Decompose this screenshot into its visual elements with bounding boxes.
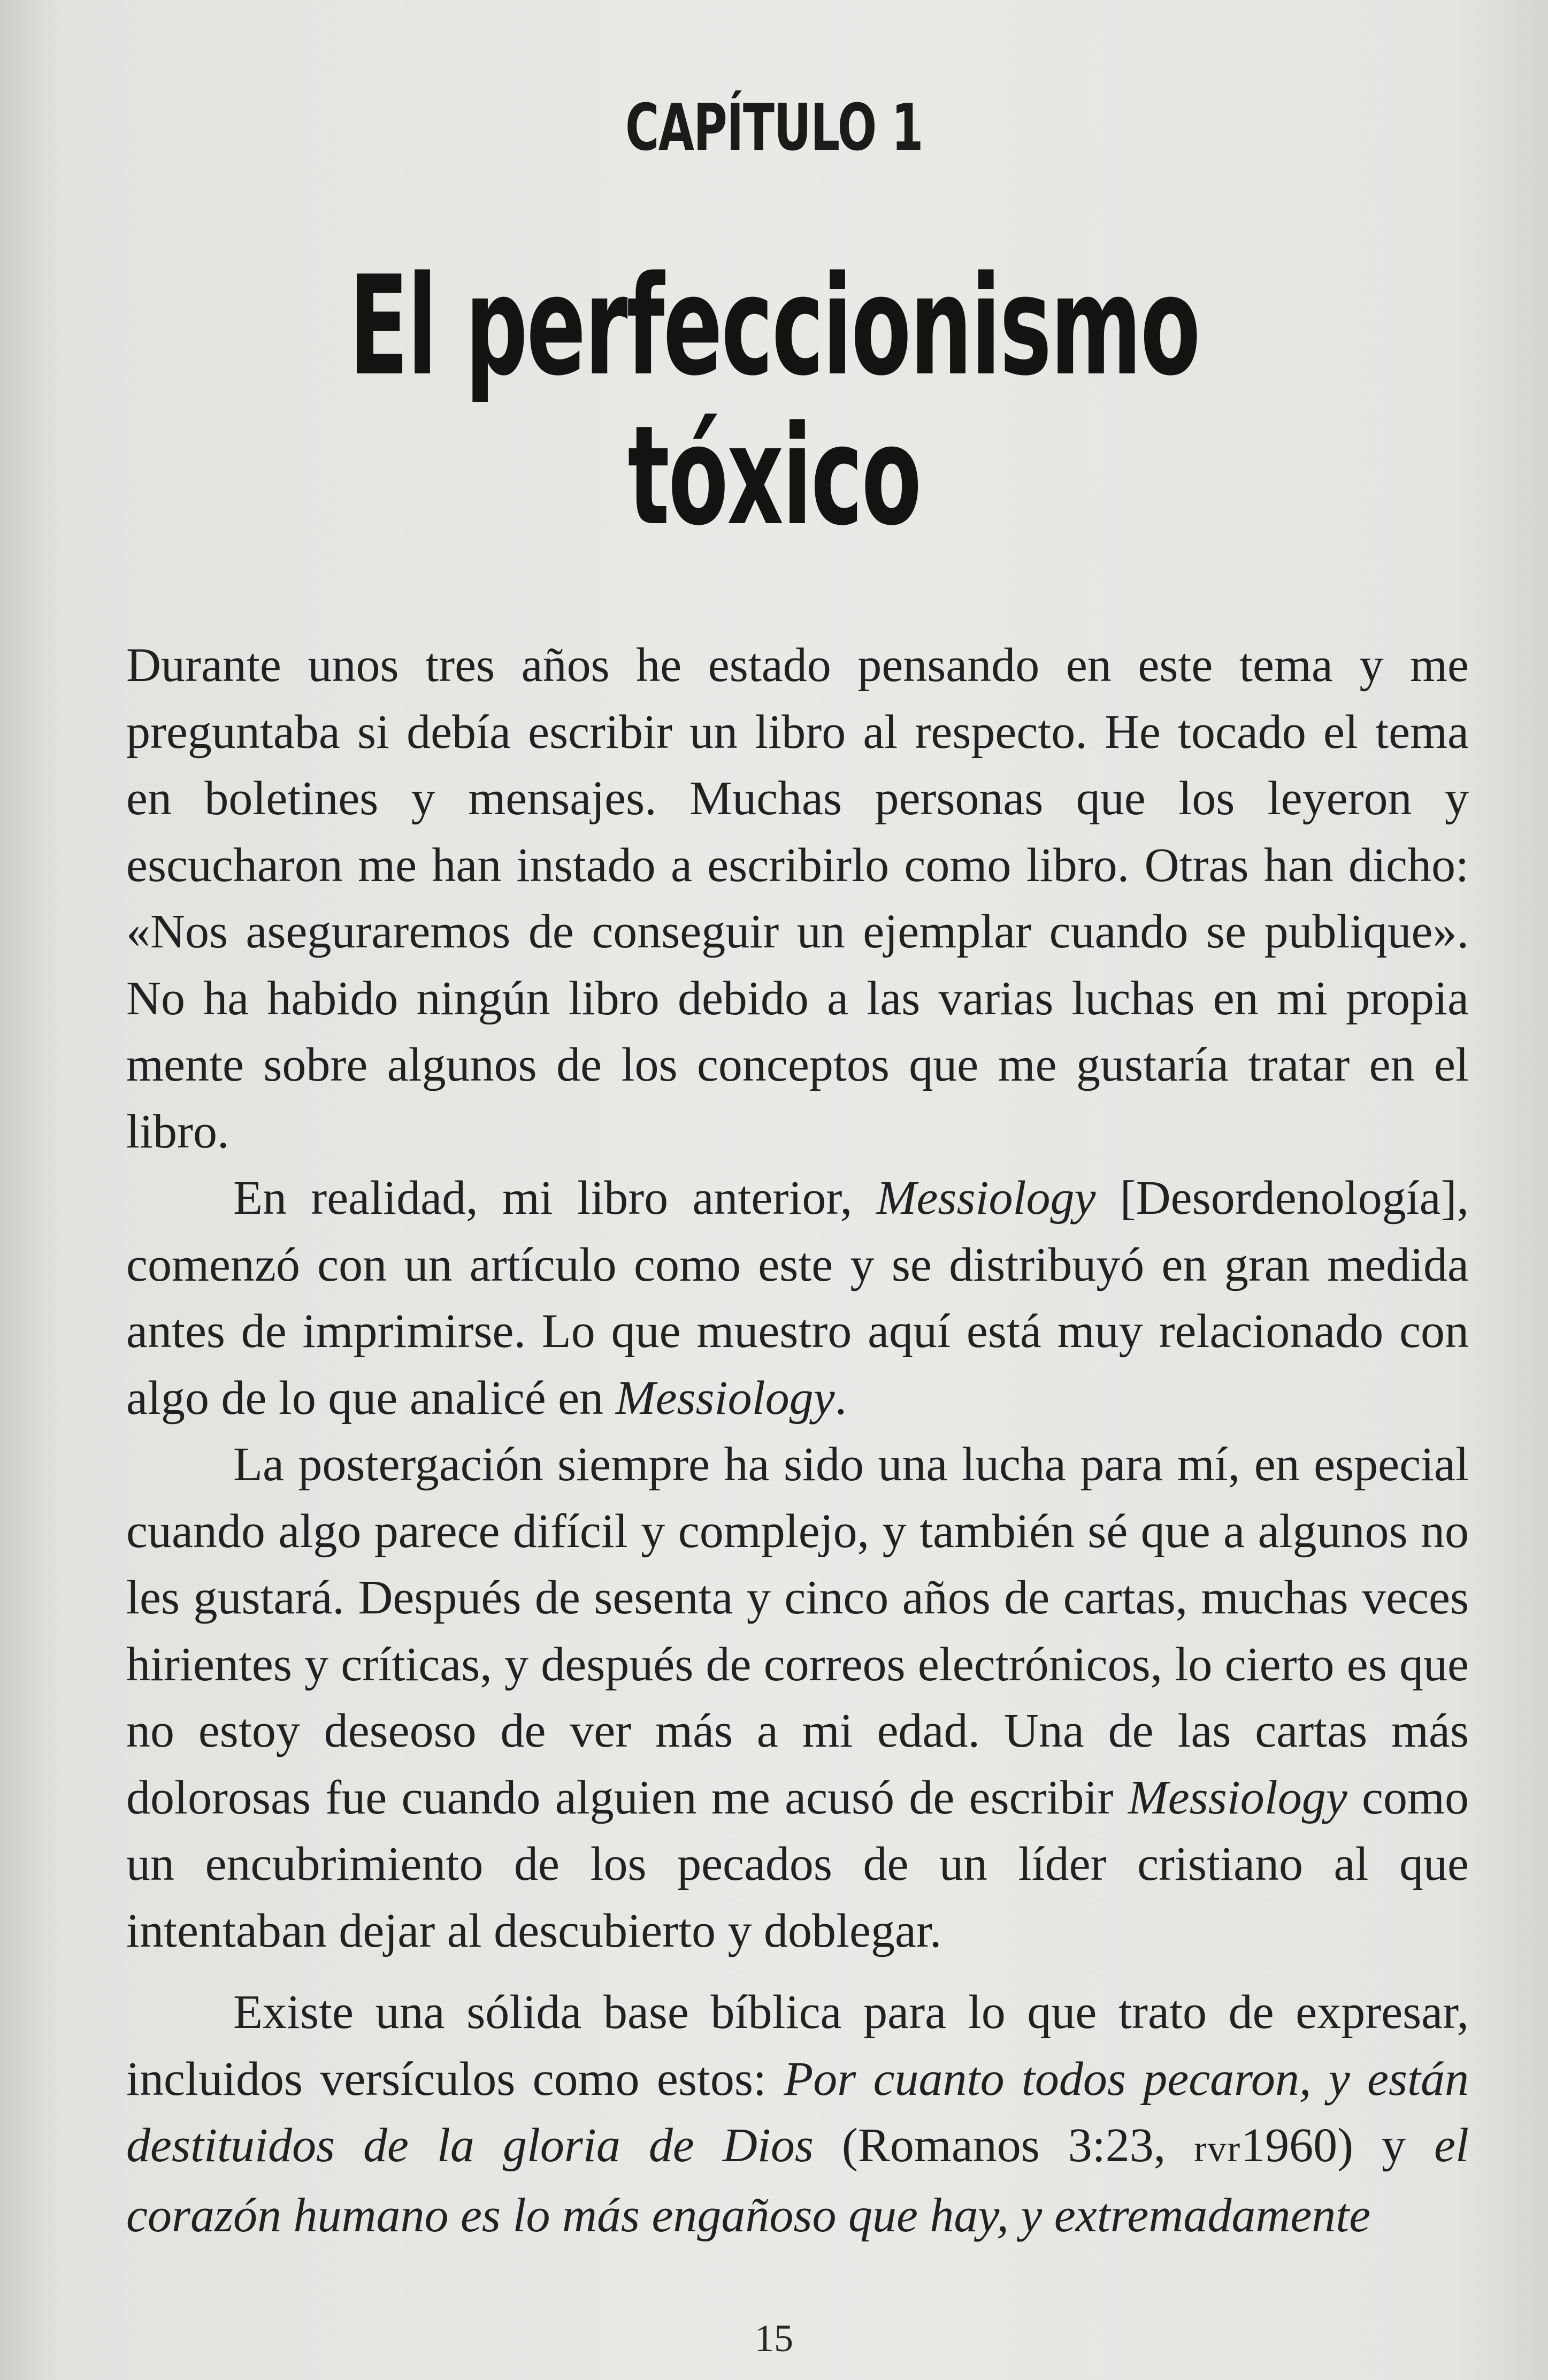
paragraph-4-text-2: (Romanos 3:23,	[813, 2119, 1194, 2172]
bible-version-smallcaps: rvr	[1194, 2128, 1242, 2170]
paragraph-2-text-3: .	[834, 1371, 847, 1425]
paragraph-3	[126, 1432, 1469, 1964]
paragraph-4-text-3: 1960) y	[1241, 2119, 1435, 2172]
paragraph-1	[126, 632, 1469, 1165]
paragraph-2	[126, 1165, 1469, 1432]
paragraph-4	[126, 1979, 1469, 2249]
paragraph-3-text-2: como un encubrimiento de los pecados de un líder cristiano al que intentaban dejar al descubierto y doblegar.	[126, 1771, 1469, 1957]
scripture-quote-italic: el corazón humano es lo más engañoso que hay, y extremadamente	[126, 2119, 1469, 2242]
body-text	[126, 632, 1469, 2249]
paragraph-1-text: Durante unos tres años he estado pensando en este tema y me preguntaba si debía escribir un libro al respecto. He tocado el tema en boletines y mensajes. Muchas personas que los leyeron y escucharon me han instado a escribirlo como libro. Otras han dicho: «Nos aseguraremos de conseguir un ejemplar cuando se publique». No ha habido ningún libro debido a las varias luchas en mi propia mente sobre algunos de los conceptos que me gustaría tratar en el libro.	[126, 639, 1469, 1158]
scripture-quote-italic: Por cuanto todos pecaron, y están destituidos de la gloria de Dios	[126, 2052, 1469, 2172]
paragraph-2-text-2: [Desordenología], comenzó con un artículo como este y se distribuyó en gran medida antes de imprimirse. Lo que muestro aquí está muy relacionado con algo de lo que analicé en	[126, 1172, 1469, 1425]
book-title-italic: Messiology	[615, 1371, 835, 1425]
book-title-italic: Messiology	[1128, 1771, 1347, 1824]
chapter-label: CAPÍTULO 1	[625, 91, 923, 165]
page-number: 15	[755, 2317, 793, 2360]
chapter-title: El perfeccionismo tóxico	[349, 247, 1199, 556]
paragraph-4-text-1: Existe una sólida base bíblica para lo que trato de expresar, incluidos versículos como estos:	[126, 1986, 1469, 2106]
book-title-italic: Messiology	[876, 1172, 1096, 1225]
paragraph-3-text-1: La postergación siempre ha sido una lucha para mí, en especial cuando algo parece difícil y complejo, y también sé que a algunos no les gustará. Después de sesenta y cinco años de cartas, muchas veces hirientes y críticas, y después de correos electrónicos, lo cierto es que no estoy deseoso de ver más a mi edad. Una de las cartas más dolorosas fue cuando alguien me acusó de escribir	[126, 1438, 1469, 1824]
paragraph-2-text-1: En realidad, mi libro anterior,	[233, 1172, 877, 1225]
